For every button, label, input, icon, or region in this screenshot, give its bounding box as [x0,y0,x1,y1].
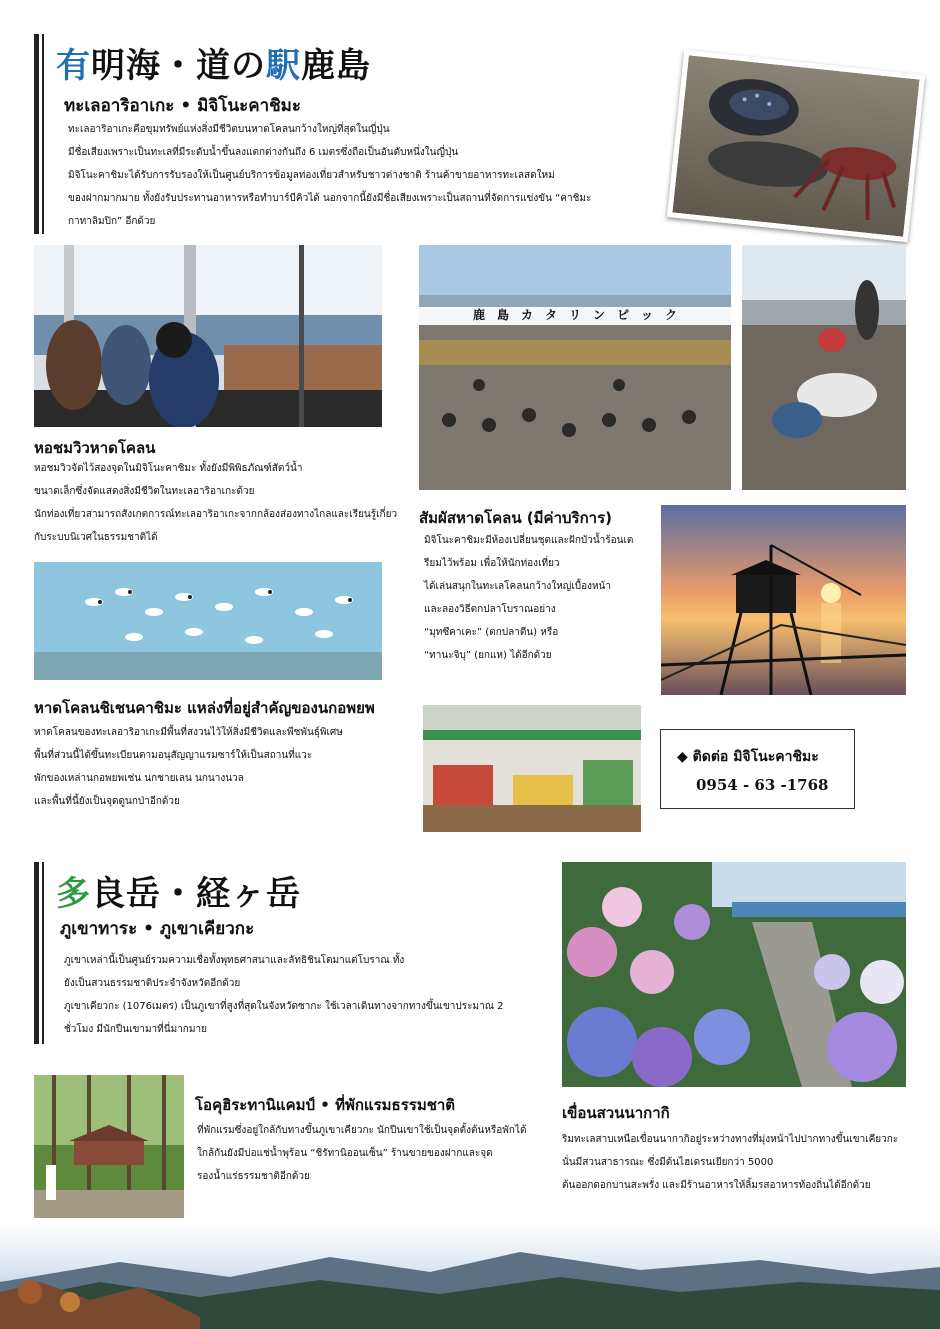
section1-left-bar [34,34,39,234]
section2-title-jp [56,866,301,915]
mudflat-line: มิจิโนะคาชิมะมีห้องเปลี่ยนชุดและฝักบัวน้ำร้อนเต [424,535,634,546]
mudflat-experience-text [424,529,633,667]
campsite-text [197,1119,526,1188]
section1-title-jp [56,38,371,87]
section2-subtitle: ภูเขาทาระ • ภูเขาเคียวกะ [60,919,255,939]
campsite-line: รองน้ำแร่ธรรมชาติอีกด้วย [197,1171,310,1182]
section2-line: ภูเขาเคียวกะ (1076เมตร) เป็นภูเขาที่สูงที่สุดในจังหวัดซากะ ใช้เวลาเดินทางจากทางขึ้นเขาประมาณ 2 [64,1001,504,1012]
mudflat-experience-caption: สัมผัสหาดโคลน (มีค่าบริการ) [419,509,612,527]
section2-line: ภูเขาเหล่านี้เป็นศูนย์รวมความเชื่อทั้งพุทธศาสนาและลัทธิชินโตมาแต่โบราณ ทั้ง [64,955,405,966]
campsite-line: ใกล้กันยังมีบ่อแช่น้ำพุร้อน “ชิรัทานิออนเซ็น” ร้านขายของฝากและจุด [197,1148,493,1159]
section1-title-first-char: 有 [56,46,91,86]
observatory-photo [34,245,382,427]
sunset-fishing-hut-photo [661,505,906,695]
intro-line: ทะเลอาริอาเกะคือขุมทรัพย์แห่งสิ่งมีชีวิตบนหาดโคลนกว้างใหญ่ที่สุดในญี่ปุ่น [68,124,390,135]
contact-phone: 0954 - 63 -1768 [696,776,829,794]
mountain-panorama-photo [0,1222,940,1329]
section2-text [64,949,504,1041]
section2-left-bar [34,862,39,1044]
katalympic-photo [419,245,731,490]
section2-title-first-char: 多 [56,874,91,914]
section2-title-rest: 良岳・経ヶ岳 [91,874,301,914]
mudflat-line: และลองวิธีตกปลาโบราณอย่าง [424,604,556,615]
section2-line: ชั่วโมง มีนักปีนเขามาที่นี่มากมาย [64,1024,207,1035]
observatory-line: กับระบบนิเวศในธรรมชาติได้ [34,532,158,543]
nakagi-line: ต้นออกดอกบานสะพรั่ง และมีร้านอาหารให้ลิ้มรสอาหารท้องถิ่นได้อีกด้วย [562,1180,871,1191]
shinegae-caption: หาดโคลนชิเชนคาชิมะ แหล่งที่อยู่สำคัญของนกอพยพ [34,699,375,717]
shinegae-line: หาดโคลนของทะเลอาริอาเกะมีพื้นที่สงวนไว้ให้สิ่งมีชีวิตและพืชพันธุ์พิเศษ [34,727,343,738]
observatory-text [34,457,397,549]
nakagi-line: นั่นมีสวนสาธารณะ ซึ่งมีต้นไฮเดรนเยียกว่า 5000 [562,1157,774,1168]
intro-line: มิจิโนะคาชิมะได้รับการรับรองให้เป็นศูนย์บริการข้อมูลท่องเที่ยวสำหรับชาวต่างชาติ ร้านค้าขายอาหารทะเลสดใหม่ [68,170,555,181]
contact-box [660,729,855,809]
migratory-birds-photo [34,562,382,680]
mudflat-line: รียมไว้พร้อม เพื่อให้นักท่องเที่ยว [424,558,560,569]
shinegae-line: พื้นที่ส่วนนี้ได้ขึ้นทะเบียนตามอนุสัญญาแรมซาร์ให้เป็นสถานที่แวะ [34,750,313,761]
campsite-caption: โอคุฮิระทานิแคมป์ • ที่พักแรมธรรมชาติ [195,1096,456,1114]
nakagi-line: ริมทะเลสาบเหนือเขื่อนนากากิอยู่ระหว่างทางที่มุ่งหน้าไปปากทางขึ้นเขาเคียวกะ [562,1134,899,1145]
section1-intro [68,118,591,233]
hydrangea-park-photo [562,862,906,1087]
mudflat-line: “ทานะจิบุ” (ยกแห) ได้อีกด้วย [424,650,552,661]
mudskipper-crab-photo [667,50,925,242]
observatory-line: หอชมวิวจัดไว้สองจุดในมิจิโนะคาชิมะ ทั้งยังมีพิพิธภัณฑ์สัตว์น้ำ [34,463,303,474]
observatory-line: ขนาดเล็กซึ่งจัดแสดงสิ่งมีชีวิตในทะเลอาริอาเกะด้วย [34,486,255,497]
intro-line: มีชื่อเสียงเพราะเป็นทะเลที่มีระดับน้ำขึ้นลงแตกต่างกันถึง 6 เมตรซึ่งถือเป็นอันดับหนึ่งในญี่ปุ่น [68,147,459,158]
mudflat-line: “มุทซึคาเคะ” (ตกปลาตีน) หรือ [424,627,559,638]
section2-left-bar-thin [42,862,44,1044]
intro-line: กาทาลิมปิก” อีกด้วย [68,216,156,227]
section1-title-rest: 鹿島 [301,46,371,86]
nakagi-text [562,1128,898,1197]
nakagi-caption: เขื่อนสวนนากากิ [562,1104,670,1122]
shop-interior-photo [423,705,641,832]
shinegae-text [34,721,343,813]
campsite-line: ที่พักแรมซึ่งอยู่ใกล้กับทางขึ้นภูเขาเคียวกะ นักปีนเขาใช้เป็นจุดตั้งต้นหรือพักได้ [197,1125,527,1136]
mud-crawling-photo [742,245,906,490]
observatory-caption: หอชมวิวหาดโคลน [34,439,156,457]
intro-line: ของฝากมากมาย ทั้งยังรับประทานอาหารหรือทำบาร์บีคิวได้ นอกจากนี้ยังมีชื่อเสียงเพราะเป็นสถานที่จัดการแข่งขัน “คาชิมะ [68,193,592,204]
mudflat-line: ได้เล่นสนุกในทะเลโคลนกว้างใหญ่เบื้องหน้า [424,581,612,592]
section1-subtitle: ทะเลอาริอาเกะ • มิจิโนะคาชิมะ [64,96,301,116]
section1-title-mid: 明海・道の [91,46,266,86]
section1-left-bar-thin [42,34,44,234]
shinegae-line: และพื้นที่นี้ยังเป็นจุดดูนกป่าอีกด้วย [34,796,180,807]
katalympic-banner-text: 鹿 島 カ タ リ ン ピ ッ ク [472,308,677,322]
campsite-photo [34,1075,184,1218]
observatory-line: นักท่องเที่ยวสามารถสังเกตการณ์ทะเลอาริอาเกะจากกล้องส่องทางไกลและเรียนรู้เกี่ยว [34,509,398,520]
contact-label: ◆ ติดต่อ มิจิโนะคาชิมะ [677,749,819,765]
section1-title-accent: 駅 [266,46,301,86]
section2-line: ยังเป็นสวนธรรมชาติประจำจังหวัดอีกด้วย [64,978,241,989]
shinegae-line: พักของเหล่านกอพยพเช่น นกชายเลน นกนางนวล [34,773,244,784]
